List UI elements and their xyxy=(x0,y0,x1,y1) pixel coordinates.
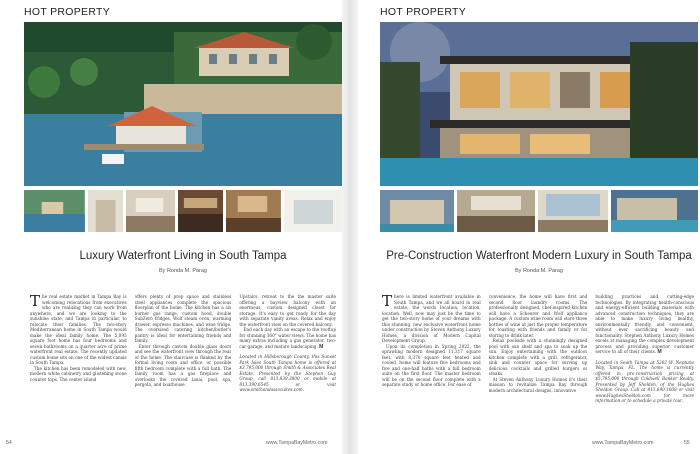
body-column-1 xyxy=(382,294,481,436)
body-column-3 xyxy=(239,294,336,436)
paragraph: convenience, the home will have first and second floor laundry rooms. The professionally designed, chef-inspired kitchen will have a Scheerer and Wolf appliance package. A custom wine room will store three bottles of wine at just the proper temperature for toasting with friends and family or for storing to drink later. xyxy=(488,294,588,338)
paragraph: Enter through custom double glass doors and see the waterfront view through the rear of the home. The staircase is flanked by the formal living room and office, or possible fifth bedroom complete with a full bath. The family room has a gas fireplace and overlooks the covered lanai, pool, spa, pergola, and boathouse. xyxy=(134,343,232,387)
article-byline: By Ronda M. Parag xyxy=(159,268,207,274)
right-page xyxy=(358,0,700,454)
article-headline: Pre-Construction Waterfront Modern Luxury in South Tampa xyxy=(386,250,692,262)
paragraph: he real estate market in Tampa Bay is welcoming relocations from executives who are realizing they can work from anywhere, and we are looking to the sunshine state, and Tampa in particular, to relocate their families. The two-story Mediterranean home in South Tampa would make the ideal family home. The 5,095 square foot home has four bedrooms and seven bathrooms on a quarter acre of prime waterfront real estate. The recently updated custom home sits on one of the widest canals in South Tampa. xyxy=(30,294,127,365)
thumbnail-kitchen xyxy=(178,190,223,232)
paragraph: At Steven Anthony Luxury Homes it's their mission to revitalize Tampa Bay through modern architectural designs, innovative xyxy=(488,376,588,393)
paragraph: offers plenty of prep space and stainless steel appliances complete the spacious floorplan of the home. The kitchen has a six burner gas range, custom hood, double SubZero fridges, Wolf steam oven, warming drawer, espresso machines, and wine fridge. The oversized catering kitchen/butler's pantry is ideal for entertaining friends and family. xyxy=(134,294,232,343)
page-number: 55 xyxy=(684,440,690,446)
section-label: HOT PROPERTY xyxy=(24,6,111,18)
thumbnail-pool-deck xyxy=(611,190,698,232)
drop-cap: T xyxy=(382,294,393,310)
site-url: www.TampaBayMetro.com xyxy=(266,440,328,446)
paragraph-text: End each day with an escape to the rooftop for stunning 360° water views. The home has many extras including a gas generator, two-car garage, and mature landscaping. xyxy=(239,327,337,349)
paragraph-text: building practices and cutting-edge technologies. By integrating health-conscious and energy-efficient building materials with advanced construction techniques, they are able to make luxury living healthy, environmentally friendly, and convenient, without ever sacrificing beauty and functionality. Stephen Anthony Luxury Homes excels at managing the complex development process and providing superior customer service to all of their clients. xyxy=(595,294,695,354)
article-body xyxy=(30,294,336,436)
article-headline: Luxury Waterfront Living in South Tampa xyxy=(79,250,287,262)
thumbnail-dining xyxy=(226,190,281,232)
end-mark: M xyxy=(657,349,662,355)
drop-cap: T xyxy=(30,294,41,310)
page-number: 54 xyxy=(6,440,12,446)
thumbnail-stairway xyxy=(88,190,123,232)
listing-credit: Located in South Tampa at 5202 W. Neptune Way, Tampa, FL. The home is currently offered in pre-construction pricing at $5,795,000 through Coldwell Banker Realty. Presented by Jeff Sheldon, of the Hughes Sheldon Group. Call at 813.690.1008 or visit www.HughesSheldon.com for more information or to schedule a private tour. xyxy=(595,359,695,403)
thumbnail-living-room xyxy=(126,190,175,232)
body-column-2 xyxy=(489,294,588,436)
section-label: HOT PROPERTY xyxy=(380,6,467,18)
paragraph xyxy=(595,294,694,356)
thumbnail-exterior-rear xyxy=(380,190,454,232)
hero-photo-mediterranean-home xyxy=(24,22,342,186)
thumbnail-aerial xyxy=(24,190,85,232)
site-url: www.TampaBayMetro.com xyxy=(592,440,654,446)
thumbnail-strip xyxy=(380,190,698,232)
article-body xyxy=(382,294,694,436)
paragraph: Upstairs, retreat to the the master suite offering a bayview balcony with an enormous, custom designed closet for storage. It's easy to get ready for the day with separate vanity areas. Relax and enjoy the waterfront view on the covered balcony. xyxy=(239,294,337,327)
paragraph xyxy=(239,327,336,350)
paragraph: here is limited waterfront available in South Tampa, and we all hoard in real estate, the words location, location, location. Well, now may just be the time to get the two-story home of your dreams with this stunning, new exclusive waterfront home under construction by Steven Anthony Luxury Homes, a division of Modern Capital Development Group. xyxy=(382,294,481,343)
hero-photo-modern-home xyxy=(380,22,698,186)
thumbnail-pool xyxy=(284,190,342,232)
end-mark: M xyxy=(319,343,324,350)
paragraph: Relax poolside with a stunningly designed pool with sun shelf and spa to soak up the sun. Enjoy entertaining with the outdoor kitchen complete with a grill, refrigerator, sink and counter space for serving up delicious cocktails and grilled burgers or steaks. xyxy=(488,338,588,376)
article-byline: By Ronda M. Parag xyxy=(515,268,563,274)
listing-credit: Located in Hillsborough County, this Sunset Park Isles South Tampa home is offered at $3,795,000 through Smith & Associates Real Estate. Presented by the Stephen Guy Group, call 813.839.3800 or mobile at 813.390.6545 or visit www.smithandassociates.com. xyxy=(239,354,337,392)
thumbnail-kitchen xyxy=(457,190,535,232)
body-column-1 xyxy=(30,294,127,436)
left-page xyxy=(0,0,342,454)
paragraph: The kitchen has been remodeled with new, modern white cabinetry and glistening stone counter tops. The center island xyxy=(30,365,127,382)
thumbnail-strip xyxy=(24,190,342,232)
paragraph: Upon its completion in Spring 2022, the sprawling modern designed 11,317 square feet, with 8,370 square feet heated and cooled, home will feature five bedrooms and five and one-half baths with a full bedroom suite on the first floor. The master bedroom will be on the second floor complete with a separate study or home office. For ease of xyxy=(382,343,481,387)
body-column-3 xyxy=(595,294,694,436)
thumbnail-great-room xyxy=(538,190,608,232)
body-column-2 xyxy=(135,294,232,436)
page-gutter xyxy=(342,0,358,454)
